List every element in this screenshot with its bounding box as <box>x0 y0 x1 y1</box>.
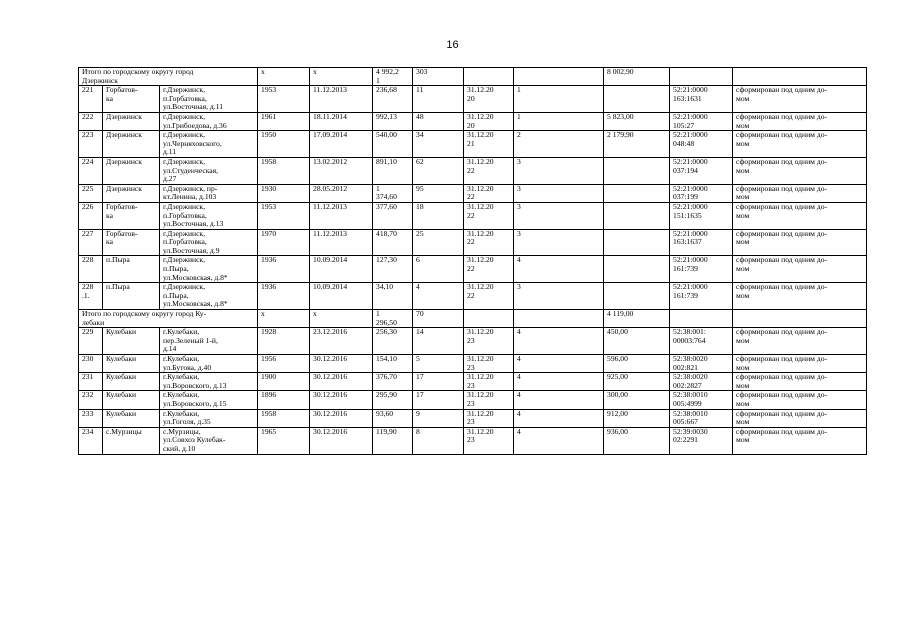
locality-cell: Дзержинск <box>103 131 160 158</box>
table-row <box>79 86 867 113</box>
locality-cell: Дзержинск <box>103 112 160 130</box>
address-cell: г.Дзержинск, п.Пыра, ул.Московская, д.8* <box>160 283 258 310</box>
table-row <box>79 157 867 184</box>
stage-cell: 4 <box>514 427 604 454</box>
year-cell: 1936 <box>258 283 310 310</box>
date-cell: 23.12.2016 <box>310 328 373 355</box>
deadline-cell: 31.12.20 20 <box>464 86 514 113</box>
table-row <box>79 373 867 391</box>
deadline-cell: 31.12.20 20 <box>464 112 514 130</box>
cadastral-cell: 52:21:0000 048:48 <box>670 131 733 158</box>
status-cell <box>733 310 867 328</box>
year-cell: 1936 <box>258 256 310 283</box>
area-cell: 154,10 <box>373 355 413 373</box>
people-cell: 17 <box>413 373 464 391</box>
status-cell: сформирован под одним до- мом <box>733 409 867 427</box>
deadline-cell: 31.12.20 23 <box>464 427 514 454</box>
row-number-cell: 230 <box>79 355 103 373</box>
table-row <box>79 391 867 409</box>
deadline-cell: 31.12.20 23 <box>464 373 514 391</box>
date-cell: 13.02.2012 <box>310 157 373 184</box>
people-cell: 5 <box>413 355 464 373</box>
table-row <box>79 184 867 202</box>
people-cell: 303 <box>413 68 464 86</box>
address-cell: с.Мурзицы, ул.Совхоз Кулебак- ский, д.10 <box>160 427 258 454</box>
status-cell: сформирован под одним до- мом <box>733 256 867 283</box>
table-body <box>79 68 867 455</box>
status-cell: сформирован под одним до- мом <box>733 202 867 229</box>
table-row <box>79 355 867 373</box>
cadastral-cell: 52:38:0010 005:667 <box>670 409 733 427</box>
stage-cell: 2 <box>514 131 604 158</box>
row-number-cell: 224 <box>79 157 103 184</box>
year-cell: 1896 <box>258 391 310 409</box>
locality-cell: Дзержинск <box>103 184 160 202</box>
people-cell: 14 <box>413 328 464 355</box>
area-cell: 992,13 <box>373 112 413 130</box>
area-cell: 119,90 <box>373 427 413 454</box>
status-cell: сформирован под одним до- мом <box>733 283 867 310</box>
amount-cell <box>604 157 670 184</box>
year-cell: 1956 <box>258 355 310 373</box>
status-cell: сформирован под одним до- мом <box>733 328 867 355</box>
address-cell: г.Кулебаки, ул.Гоголя, д.35 <box>160 409 258 427</box>
deadline-cell <box>464 310 514 328</box>
total-label: Итого по городскому округу город Дзержинск <box>79 68 258 86</box>
table-row <box>79 283 867 310</box>
cadastral-cell: 52:21:0000 037:199 <box>670 184 733 202</box>
row-number-cell: 221 <box>79 86 103 113</box>
row-number-cell: 227 <box>79 229 103 256</box>
people-cell: 70 <box>413 310 464 328</box>
amount-cell <box>604 184 670 202</box>
amount-cell: 936,00 <box>604 427 670 454</box>
area-cell: 4 992,2 1 <box>373 68 413 86</box>
year-cell: 1930 <box>258 184 310 202</box>
address-cell: г.Кулебаки, ул.Воровского, д.13 <box>160 373 258 391</box>
area-cell: 295,90 <box>373 391 413 409</box>
area-cell: 891,10 <box>373 157 413 184</box>
stage-cell: 3 <box>514 202 604 229</box>
row-number-cell: 234 <box>79 427 103 454</box>
area-cell: 93,60 <box>373 409 413 427</box>
date-cell: 11.12.2013 <box>310 229 373 256</box>
total-label: Итого по городскому округу город Ку- лебаки <box>79 310 258 328</box>
stage-cell: 3 <box>514 184 604 202</box>
date-cell: 30.12.2016 <box>310 355 373 373</box>
amount-cell: 5 823,00 <box>604 112 670 130</box>
area-cell: 127,30 <box>373 256 413 283</box>
stage-cell: 1 <box>514 86 604 113</box>
year-cell: 1900 <box>258 373 310 391</box>
people-cell: 18 <box>413 202 464 229</box>
table-row <box>79 112 867 130</box>
date-cell: 30.12.2016 <box>310 373 373 391</box>
cadastral-cell: 52:39:0030 02:2291 <box>670 427 733 454</box>
row-number-cell: 228 .1. <box>79 283 103 310</box>
date-cell: х <box>310 68 373 86</box>
amount-cell <box>604 229 670 256</box>
row-number-cell: 229 <box>79 328 103 355</box>
stage-cell: 4 <box>514 256 604 283</box>
area-cell: 418,70 <box>373 229 413 256</box>
table-row <box>79 427 867 454</box>
status-cell: сформирован под одним до- мом <box>733 112 867 130</box>
stage-cell: 4 <box>514 409 604 427</box>
stage-cell: 4 <box>514 391 604 409</box>
address-cell: г.Дзержинск, п.Горбатовка, ул.Восточная, д.11 <box>160 86 258 113</box>
cadastral-cell: 52:38:0010 005:4999 <box>670 391 733 409</box>
stage-cell: 3 <box>514 229 604 256</box>
status-cell: сформирован под одним до- мом <box>733 131 867 158</box>
stage-cell: 4 <box>514 355 604 373</box>
row-number-cell: 226 <box>79 202 103 229</box>
locality-cell: п.Пыра <box>103 256 160 283</box>
year-cell: х <box>258 68 310 86</box>
amount-cell: 4 119,00 <box>604 310 670 328</box>
date-cell: 30.12.2016 <box>310 391 373 409</box>
row-number-cell: 223 <box>79 131 103 158</box>
year-cell: 1953 <box>258 86 310 113</box>
locality-cell: Кулебаки <box>103 409 160 427</box>
area-cell: 236,68 <box>373 86 413 113</box>
year-cell: 1965 <box>258 427 310 454</box>
stage-cell <box>514 68 604 86</box>
address-cell: г.Кулебаки, ул.Воровского, д.15 <box>160 391 258 409</box>
address-cell: г.Дзержинск, п.Пыра, ул.Московская, д.8* <box>160 256 258 283</box>
year-cell: 1953 <box>258 202 310 229</box>
locality-cell: Горбатов- ка <box>103 86 160 113</box>
amount-cell <box>604 283 670 310</box>
year-cell: 1970 <box>258 229 310 256</box>
year-cell: 1928 <box>258 328 310 355</box>
date-cell: 28.05.2012 <box>310 184 373 202</box>
deadline-cell: 31.12.20 22 <box>464 229 514 256</box>
deadline-cell: 31.12.20 22 <box>464 184 514 202</box>
year-cell: х <box>258 310 310 328</box>
deadline-cell: 31.12.20 22 <box>464 256 514 283</box>
year-cell: 1958 <box>258 157 310 184</box>
address-cell: г.Дзержинск, ул.Грибоедова, д.36 <box>160 112 258 130</box>
row-number-cell: 225 <box>79 184 103 202</box>
people-cell: 17 <box>413 391 464 409</box>
date-cell: 18.11.2014 <box>310 112 373 130</box>
cadastral-cell: 52:21:0000 163:1637 <box>670 229 733 256</box>
date-cell: 17.09.2014 <box>310 131 373 158</box>
row-number-cell: 222 <box>79 112 103 130</box>
address-cell: г.Дзержинск, ул.Студенческая, д.27 <box>160 157 258 184</box>
locality-cell: Дзержинск <box>103 157 160 184</box>
amount-cell: 912,00 <box>604 409 670 427</box>
cadastral-cell <box>670 310 733 328</box>
locality-cell: Кулебаки <box>103 355 160 373</box>
table-row <box>79 202 867 229</box>
status-cell: сформирован под одним до- мом <box>733 184 867 202</box>
people-cell: 25 <box>413 229 464 256</box>
cadastral-cell: 52:21:0000 037:194 <box>670 157 733 184</box>
locality-cell: п.Пыра <box>103 283 160 310</box>
amount-cell: 925,00 <box>604 373 670 391</box>
amount-cell <box>604 256 670 283</box>
address-cell: г.Дзержинск, ул.Черняховского, д.11 <box>160 131 258 158</box>
area-cell: 540,00 <box>373 131 413 158</box>
cadastral-cell: 52:38:0020 002:821 <box>670 355 733 373</box>
locality-cell: Горбатов- ка <box>103 229 160 256</box>
people-cell: 95 <box>413 184 464 202</box>
amount-cell: 8 002,90 <box>604 68 670 86</box>
status-cell: сформирован под одним до- мом <box>733 391 867 409</box>
people-cell: 8 <box>413 427 464 454</box>
stage-cell: 4 <box>514 328 604 355</box>
table-row <box>79 409 867 427</box>
people-cell: 34 <box>413 131 464 158</box>
cadastral-cell: 52:21:0000 151:1635 <box>670 202 733 229</box>
people-cell: 48 <box>413 112 464 130</box>
amount-cell: 2 179,90 <box>604 131 670 158</box>
date-cell: 11.12.2013 <box>310 86 373 113</box>
status-cell: сформирован под одним до- мом <box>733 157 867 184</box>
amount-cell <box>604 202 670 229</box>
table-row <box>79 328 867 355</box>
date-cell: х <box>310 310 373 328</box>
people-cell: 11 <box>413 86 464 113</box>
people-cell: 6 <box>413 256 464 283</box>
deadline-cell <box>464 68 514 86</box>
table-row <box>79 131 867 158</box>
address-cell: г.Дзержинск, пр- кт.Ленина, д.103 <box>160 184 258 202</box>
area-cell: 1 296,50 <box>373 310 413 328</box>
status-cell: сформирован под одним до- мом <box>733 427 867 454</box>
total-row <box>79 310 867 328</box>
cadastral-cell: 52:21:0000 161:739 <box>670 283 733 310</box>
address-cell: г.Дзержинск, п.Горбатовка, ул.Восточная, д.9 <box>160 229 258 256</box>
locality-cell: с.Мурзицы <box>103 427 160 454</box>
cadastral-cell <box>670 68 733 86</box>
locality-cell: Кулебаки <box>103 373 160 391</box>
deadline-cell: 31.12.20 22 <box>464 283 514 310</box>
page-number: 16 <box>446 39 459 51</box>
stage-cell: 3 <box>514 283 604 310</box>
locality-cell: Горбатов- ка <box>103 202 160 229</box>
area-cell: 376,70 <box>373 373 413 391</box>
people-cell: 9 <box>413 409 464 427</box>
deadline-cell: 31.12.20 23 <box>464 355 514 373</box>
table-row <box>79 256 867 283</box>
area-cell: 377,60 <box>373 202 413 229</box>
address-cell: г.Кулебаки, пер.Зеленый 1-й, д.14 <box>160 328 258 355</box>
area-cell: 34,10 <box>373 283 413 310</box>
address-cell: г.Кулебаки, ул.Бутова, д.40 <box>160 355 258 373</box>
deadline-cell: 31.12.20 22 <box>464 202 514 229</box>
housing-table <box>78 67 867 455</box>
amount-cell: 450,00 <box>604 328 670 355</box>
amount-cell: 596,00 <box>604 355 670 373</box>
cadastral-cell: 52:38:001: 00003:764 <box>670 328 733 355</box>
address-cell: г.Дзержинск, п.Горбатовка, ул.Восточная, д.13 <box>160 202 258 229</box>
status-cell: сформирован под одним до- мом <box>733 355 867 373</box>
area-cell: 1 374,60 <box>373 184 413 202</box>
date-cell: 10.09.2014 <box>310 283 373 310</box>
date-cell: 11.12.2013 <box>310 202 373 229</box>
locality-cell: Кулебаки <box>103 391 160 409</box>
stage-cell: 1 <box>514 112 604 130</box>
date-cell: 30.12.2016 <box>310 427 373 454</box>
row-number-cell: 232 <box>79 391 103 409</box>
table-row <box>79 229 867 256</box>
cadastral-cell: 52:38:0020 002:2827 <box>670 373 733 391</box>
cadastral-cell: 52:21:0000 163:1631 <box>670 86 733 113</box>
status-cell: сформирован под одним до- мом <box>733 229 867 256</box>
stage-cell <box>514 310 604 328</box>
amount-cell: 300,00 <box>604 391 670 409</box>
amount-cell <box>604 86 670 113</box>
status-cell: сформирован под одним до- мом <box>733 373 867 391</box>
area-cell: 256,30 <box>373 328 413 355</box>
stage-cell: 4 <box>514 373 604 391</box>
date-cell: 10.09.2014 <box>310 256 373 283</box>
row-number-cell: 228 <box>79 256 103 283</box>
deadline-cell: 31.12.20 22 <box>464 157 514 184</box>
year-cell: 1958 <box>258 409 310 427</box>
row-number-cell: 233 <box>79 409 103 427</box>
locality-cell: Кулебаки <box>103 328 160 355</box>
total-row <box>79 68 867 86</box>
date-cell: 30.12.2016 <box>310 409 373 427</box>
row-number-cell: 231 <box>79 373 103 391</box>
status-cell: сформирован под одним до- мом <box>733 86 867 113</box>
deadline-cell: 31.12.20 21 <box>464 131 514 158</box>
people-cell: 62 <box>413 157 464 184</box>
deadline-cell: 31.12.20 23 <box>464 328 514 355</box>
status-cell <box>733 68 867 86</box>
year-cell: 1961 <box>258 112 310 130</box>
deadline-cell: 31.12.20 23 <box>464 391 514 409</box>
stage-cell: 3 <box>514 157 604 184</box>
year-cell: 1950 <box>258 131 310 158</box>
cadastral-cell: 52:21:0000 161:739 <box>670 256 733 283</box>
cadastral-cell: 52:21:0000 105:27 <box>670 112 733 130</box>
people-cell: 4 <box>413 283 464 310</box>
deadline-cell: 31.12.20 23 <box>464 409 514 427</box>
